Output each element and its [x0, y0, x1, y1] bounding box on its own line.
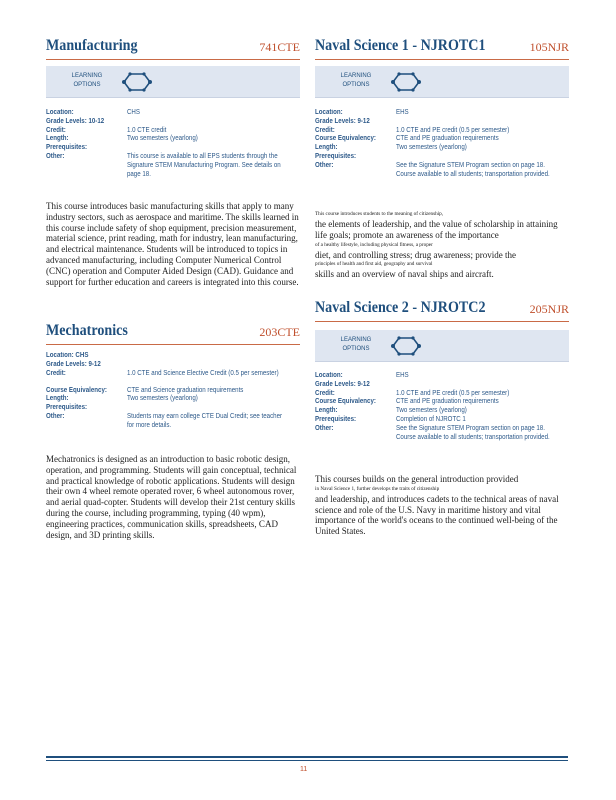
- location-value: EHS: [395, 372, 409, 379]
- course-info: Location: EHS Grade Levels: 9-12 Credit: 1.0 CTE and PE credit (0.5 per semester) Course Equivalency: CTE and PE graduation requirements Length: Two semesters (yearlong) Prerequisites: Completion of NJROTC 1 Other: See the Signature STEM Program section on page 18. Course available to all students; transportation provided.: [315, 372, 539, 452]
- equivalency-value: CTE and Science graduation requirements: [126, 386, 244, 394]
- equivalency-value: CTE and PE graduation requirements: [395, 398, 499, 406]
- course-description: Mechatronics is designed as an introduction to basic robotic design, operation, and programming. Students will gain conceptual, technical and practical knowledge of robotic applications. Students will design their own 4 wheel remote operated rover, 6 wheel autonomous rover, and aerial quad-copter. Students will develop their 21st century skills during the course, including programming, typing (40 wpm), engineering practices, communication skills, spreadsheets, CAD design, and 3D printing skills.: [46, 454, 297, 540]
- course-description: This course introduces basic manufacturing skills that apply to many industry sectors, such as aerospace and maritime. The skills learned in this course include safety of shop equipment, precision measurement, material science, print reading, math for industry, lean manufacturing, and electrical maintenance. Students will be introduced to topics in advanced manufacturing, including Computer Numerical Control (CNC) operation and Computer Aided Design (CAD). Guidance and support for further education and careers is integrated into this course.: [46, 201, 299, 287]
- course-naval-science-2: [315, 295, 569, 322]
- other-value: Students may earn college CTE Dual Credit; see teacher for more details.: [126, 412, 283, 429]
- length-value: Two semesters (yearlong): [395, 407, 467, 415]
- credit-value: 1.0 CTE and PE credit (0.5 per semester): [395, 389, 510, 397]
- course-info: Location: CHS Grade Levels: 9-12 Credit: 1.0 CTE and Science Elective Credit (0.5 per semester) Course Equivalency: CTE and Science graduation requirements Length: Two semesters (yearlong) Prerequisites: Other: Students may earn college CTE Dual Credit; see teacher for more details.: [46, 352, 270, 431]
- course-code: 741CTE: [259, 40, 300, 54]
- course-naval-science-1: [315, 33, 569, 60]
- course-code: 205NJR: [529, 302, 569, 316]
- course-info: Location: CHS Grade Levels: 10-12 Credit: 1.0 CTE credit Length: Two semesters (yearlong) Prerequisites: Other: This course is available to all EPS students through the Signature STEM Manufacturing Program. See details on page 18.: [46, 109, 270, 180]
- page-number: 11: [300, 766, 308, 773]
- other-value: See the Signature STEM Program section on page 18. Course available to all students; transportation provided.: [395, 424, 550, 441]
- course-description: This course introduces students to the meaning of citizenship, the elements of leadership, and the value of scholarship in attaining life goals; promote an awareness of the importance of a healthy lifestyle, including physical fitness, a proper diet, and controlling stress; drug awareness; provide the principles of health and first aid, geography and survival skills and an overview of naval ships and aircraft.: [315, 211, 558, 280]
- course-code: 105NJR: [529, 40, 569, 54]
- learning-options-label: LEARNING OPTIONS: [340, 337, 372, 352]
- equivalency-value: CTE and PE graduation requirements: [395, 135, 499, 143]
- network-icon: [391, 334, 421, 358]
- course-mechatronics: [46, 318, 300, 345]
- course-manufacturing: [46, 33, 300, 60]
- learning-options-box: [46, 66, 300, 98]
- length-value: Two semesters (yearlong): [126, 395, 198, 403]
- other-value: See the Signature STEM Program section on page 18. Course available to all students; transportation provided.: [395, 161, 550, 178]
- course-info: Location: EHS Grade Levels: 9-12 Credit: 1.0 CTE and PE credit (0.5 per semester) Course Equivalency: CTE and PE graduation requirements Length: Two semesters (yearlong) Prerequisites: Other: See the Signature STEM Program section on page 18. Course available to all students; transportation provided.: [315, 109, 539, 189]
- credit-value: 1.0 CTE credit: [126, 126, 167, 134]
- other-value: This course is available to all EPS students through the Signature STEM Manufacturing Program. See details on page 18.: [126, 152, 281, 178]
- footer-rule: [46, 756, 568, 758]
- location-value: EHS: [395, 109, 409, 116]
- course-title: Naval Science 1 - NJROTC1: [315, 37, 486, 54]
- credit-value: 1.0 CTE and Science Elective Credit (0.5 per semester): [126, 369, 279, 377]
- learning-options-box: [315, 66, 569, 98]
- network-icon: [122, 70, 152, 94]
- course-header: [46, 318, 300, 345]
- course-header: [46, 33, 300, 60]
- prereq-value: Completion of NJROTC 1: [395, 415, 466, 423]
- credit-value: 1.0 CTE and PE credit (0.5 per semester): [395, 126, 510, 134]
- course-title: Naval Science 2 - NJROTC2: [315, 299, 486, 316]
- course-code: 203CTE: [259, 325, 300, 339]
- course-header: [315, 33, 569, 60]
- network-icon: [391, 70, 421, 94]
- footer-rule: [46, 760, 568, 761]
- course-header: [315, 295, 569, 322]
- location-value: CHS: [126, 109, 140, 116]
- learning-options-label: LEARNING OPTIONS: [71, 73, 103, 88]
- course-title: Mechatronics: [46, 322, 128, 339]
- learning-options-box: [315, 330, 569, 362]
- length-value: Two semesters (yearlong): [395, 144, 467, 152]
- length-value: Two semesters (yearlong): [126, 135, 198, 143]
- learning-options-label: LEARNING OPTIONS: [340, 73, 372, 88]
- course-title: Manufacturing: [46, 37, 138, 54]
- course-description: This courses builds on the general introduction provided in Naval Science 1, further develops the traits of citizenship and leadership, and introduces cadets to the technical areas of naval science and role of the U.S. Navy in maritime history and vital importance of the world's oceans to the continued well-being of the United States.: [315, 474, 559, 537]
